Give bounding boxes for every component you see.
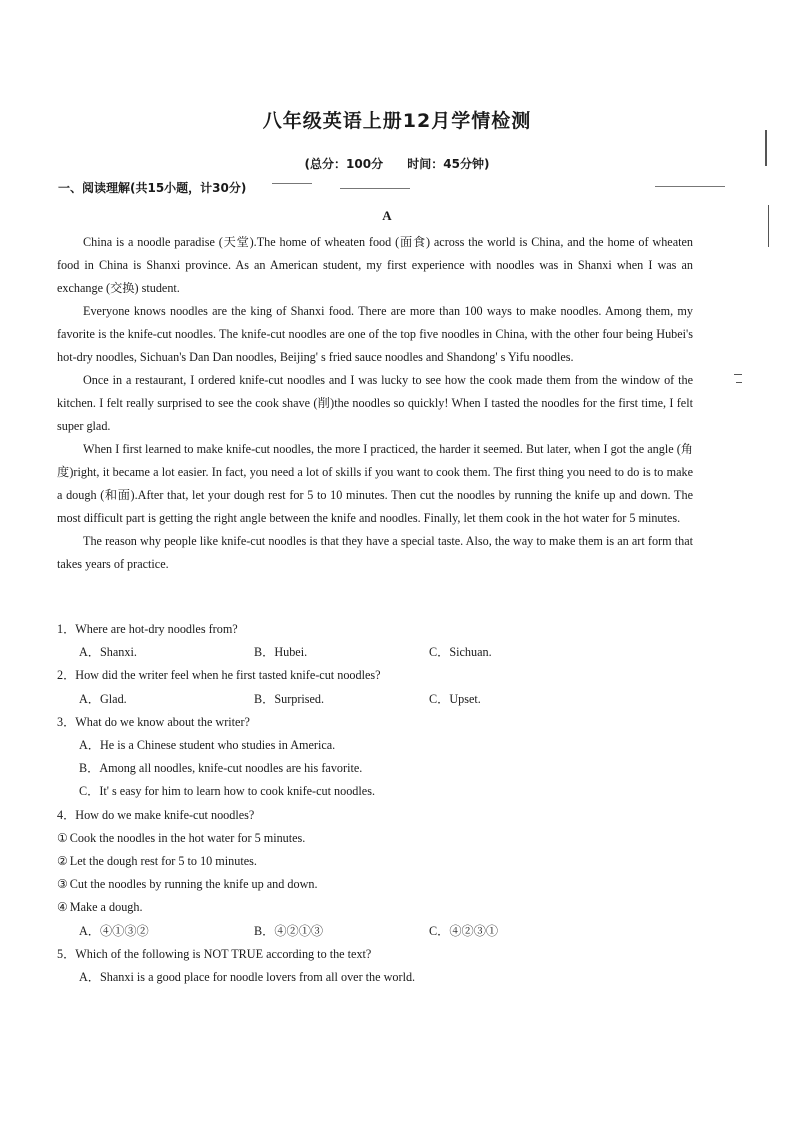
- scan-dash-line: [655, 186, 725, 187]
- passage-paragraph: China is a noodle paradise (天堂).The home of wheaten food (面食) across the world is China, and the home of wheaten food in China is Shanxi province. As an American student, my first experience with noodles was in Shanxi when I was an exchange (交换) student.: [57, 235, 693, 295]
- total-score: (总分：100分: [304, 157, 384, 171]
- step-number: ④: [57, 900, 68, 915]
- scan-dash-line: [340, 188, 410, 189]
- exam-subtitle: [0, 155, 794, 172]
- option-c[interactable]: C．④②③①: [429, 923, 499, 938]
- question-stem: 2．How did the writer feel when he first tasted knife-cut noodles?: [57, 668, 381, 683]
- step-1: [57, 827, 697, 850]
- option-b[interactable]: B．Among all noodles, knife-cut noodles are his favorite.: [79, 761, 363, 776]
- question-stem: 1．Where are hot-dry noodles from?: [57, 622, 238, 636]
- option-c[interactable]: C．It' s easy for him to learn how to cook knife-cut noodles.: [79, 784, 375, 799]
- exam-title: 八年级英语上册12月学情检测: [262, 110, 532, 132]
- option-b[interactable]: B．Hubei.: [254, 645, 308, 660]
- step-text: Cook the noodles in the hot water for 5 minutes.: [69, 830, 306, 845]
- options-row: [57, 688, 697, 711]
- step-4: [57, 896, 697, 919]
- option-a[interactable]: A．Glad.: [79, 691, 127, 706]
- option-c[interactable]: C．Upset.: [429, 691, 481, 706]
- scan-dash-line: [272, 183, 312, 184]
- step-number: ②: [57, 854, 68, 869]
- question-1: [57, 618, 697, 664]
- question-2: [57, 664, 697, 710]
- passage-paragraph: Everyone knows noodles are the king of Shanxi food. There are more than 100 ways to make noodles. Among them, my favorite is the knife-cut noodles. The knife-cut noodles are one of the top five noodles in China, with the other four being Hubei's hot-dry noodles, Sichuan's Dan Dan noodles, Beijing' s fried sauce noodles and Shandong' s Yifu noodles.: [57, 304, 693, 364]
- option-c[interactable]: C．Sichuan.: [429, 645, 492, 660]
- question-stem: 4．How do we make knife-cut noodles?: [57, 807, 255, 822]
- step-number: ③: [57, 877, 68, 892]
- option-a[interactable]: A．④①③②: [79, 923, 149, 938]
- question-stem: 5．Which of the following is NOT TRUE according to the text?: [57, 946, 372, 961]
- question-5: [57, 943, 697, 989]
- step-text: Make a dough.: [69, 900, 143, 915]
- question-list: [57, 618, 697, 989]
- option-a[interactable]: A．Shanxi.: [79, 645, 137, 660]
- scan-edge-mark: [765, 130, 767, 166]
- passage-paragraph: When I first learned to make knife-cut noodles, the more I practiced, the harder it seemed. But later, when I got the angle (角度)right, it became a lot easier. In fact, you need a lot of skills if you want to cook them. The first thing you need to do is to make a dough (和面).After that, let your dough rest for 5 to 10 minutes. Then cut the noodles by running the knife up and down. The most difficult part is getting the right angle between the knife and noodles. Finally, let them cook in the hot water for 5 minutes.: [57, 442, 693, 525]
- reading-passage: [57, 231, 693, 576]
- options-row: [57, 920, 697, 943]
- scan-edge-mark: [734, 374, 742, 375]
- options-row: [57, 641, 697, 664]
- step-text: Cut the noodles by running the knife up and down.: [69, 877, 318, 892]
- question-stem: 3．What do we know about the writer?: [57, 714, 250, 729]
- option-a[interactable]: A．Shanxi is a good place for noodle lovers from all over the world.: [79, 970, 416, 985]
- section-heading: 一、阅读理解(共15小题，计30分): [58, 181, 247, 195]
- step-2: [57, 850, 697, 873]
- exam-time: 时间：45分钟): [407, 157, 490, 171]
- question-3: [57, 711, 697, 804]
- passage-paragraph: Once in a restaurant, I ordered knife-cut noodles and I was lucky to see how the cook made them from the window of the kitchen. I felt really surprised to see the cook shave (削)the noodles so quickly! When I tasted the noodles for the first time, I felt super glad.: [57, 373, 693, 433]
- question-4: [57, 804, 697, 943]
- scan-edge-mark: [736, 382, 742, 383]
- step-number: ①: [57, 830, 68, 845]
- passage-label: A: [382, 208, 392, 223]
- option-a[interactable]: A．He is a Chinese student who studies in America.: [79, 738, 336, 753]
- passage-paragraph: The reason why people like knife-cut noodles is that they have a special taste. Also, the way to make them is an art form that takes years of practice.: [57, 534, 693, 571]
- step-text: Let the dough rest for 5 to 10 minutes.: [69, 854, 257, 869]
- scan-edge-mark: [768, 205, 769, 247]
- step-3: [57, 873, 697, 896]
- option-b[interactable]: B．Surprised.: [254, 691, 325, 706]
- option-b[interactable]: B．④②①③: [254, 923, 324, 938]
